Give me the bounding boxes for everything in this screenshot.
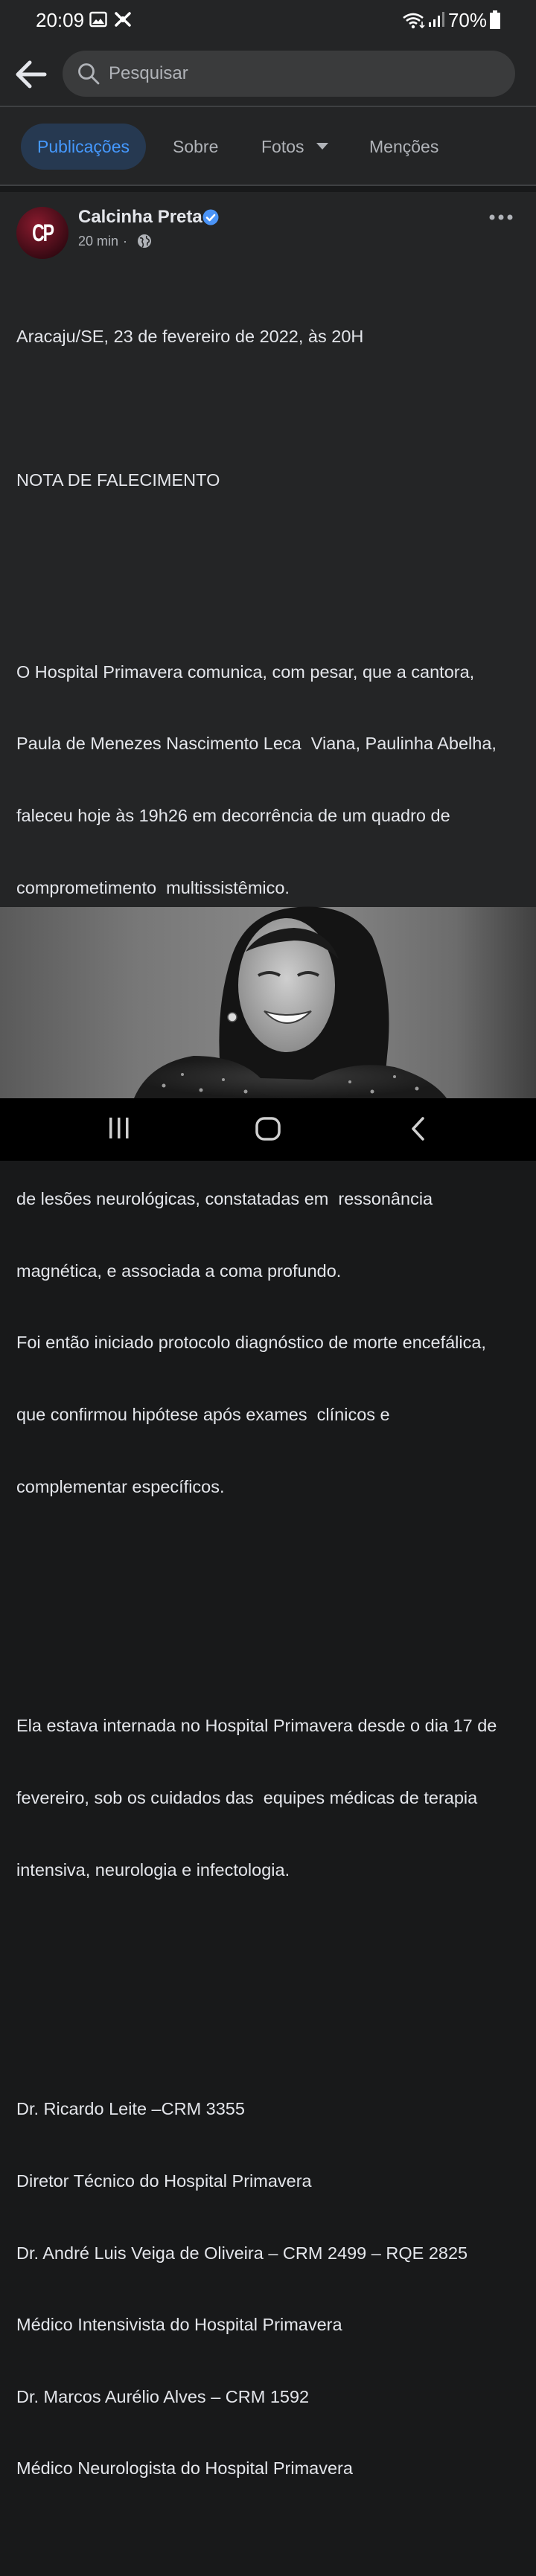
post-meta [78,234,132,249]
caret-down-icon [316,143,328,150]
text-line: faleceu hoje às 19h26 em decorrência de um quadro de [16,806,450,826]
post-author[interactable]: Calcinha Preta [78,207,202,227]
tab-mencoes[interactable]: Menções [369,137,439,156]
signal-icon [427,10,445,28]
paragraph-announcement [16,612,530,947]
tab-publicacoes[interactable]: Publicações [21,124,146,170]
text-line: O Hospital Primavera comunica, com pesar, que a cantora, [16,661,475,682]
paragraph-signatures [16,2049,530,2528]
paragraph-heading [16,468,530,492]
paragraph-date [16,324,530,348]
tab-fotos-label: Fotos [261,137,304,156]
profile-tabs [0,107,536,186]
post-card [0,192,536,2479]
avatar-logo-text: CP [32,220,53,246]
text-line: Médico Intensivista do Hospital Primavera [16,2315,342,2335]
wifi-icon [402,12,426,30]
text-line: Aracaju/SE, 23 de fevereiro de 2022, às 20H [16,327,364,347]
text-line: de lesões neurológicas, constatadas em ressonância [16,1189,433,1209]
post-photo[interactable] [0,907,536,1098]
search-header [0,42,536,107]
paragraph-hospitalization [16,1666,530,1929]
tab-fotos[interactable] [261,124,328,170]
system-nav-bar [0,1098,536,1161]
text-line: Foi então iniciado protocolo diagnóstico de morte encefálica, [16,1333,486,1353]
post-text [16,277,530,2576]
status-bar [0,0,536,42]
avatar[interactable] [16,207,68,259]
text-line: Diretor Técnico do Hospital Primavera [16,2171,312,2191]
status-time: 20:09 [36,9,85,31]
text-line: Dr. Marcos Aurélio Alves – CRM 1592 [16,2386,310,2406]
text-line: intensiva, neurologia e infectologia. [16,1859,290,1880]
text-line: NOTA DE FALECIMENTO [16,470,220,490]
text-line: comprometimento multissistêmico. [16,877,290,897]
verified-badge-icon [202,209,219,225]
text-line: que confirmou hipótese após exames clínicos e [16,1404,390,1424]
search-input[interactable] [109,58,496,89]
search-icon [77,63,100,85]
text-line: Paula de Menezes Nascimento Leca Viana, Paulinha Abelha, [16,734,497,754]
tab-sobre[interactable]: Sobre [173,137,219,156]
text-line: complementar específicos. [16,1476,225,1496]
recent-apps-icon[interactable] [107,1115,131,1143]
gallery-icon [89,10,107,28]
app-notification-icon [113,10,133,28]
battery-icon [490,10,500,30]
text-line: Médico Neurologista do Hospital Primavera [16,2458,353,2479]
meta-separator: · [123,234,128,249]
text-line: Ela estava internada no Hospital Primavera desde o dia 17 de [16,1716,497,1736]
text-line: Dr. André Luis Veiga de Oliveira – CRM 2499 – RQE 2825 [16,2243,468,2263]
back-nav-icon[interactable] [408,1115,429,1143]
post-time[interactable]: 20 min [78,234,119,249]
back-arrow-icon[interactable] [13,58,49,91]
portrait-image [0,907,536,1098]
globe-icon [137,234,152,249]
more-options-icon[interactable] [488,213,514,222]
home-icon[interactable] [255,1115,281,1143]
text-line: fevereiro, sob os cuidados das equipes médicas de terapia [16,1787,478,1807]
text-line: Dr. Ricardo Leite –CRM 3355 [16,2099,245,2119]
battery-percent: 70% [447,9,487,31]
text-line: magnética, e associada a coma profundo. [16,1260,342,1281]
search-bar[interactable] [63,51,515,97]
